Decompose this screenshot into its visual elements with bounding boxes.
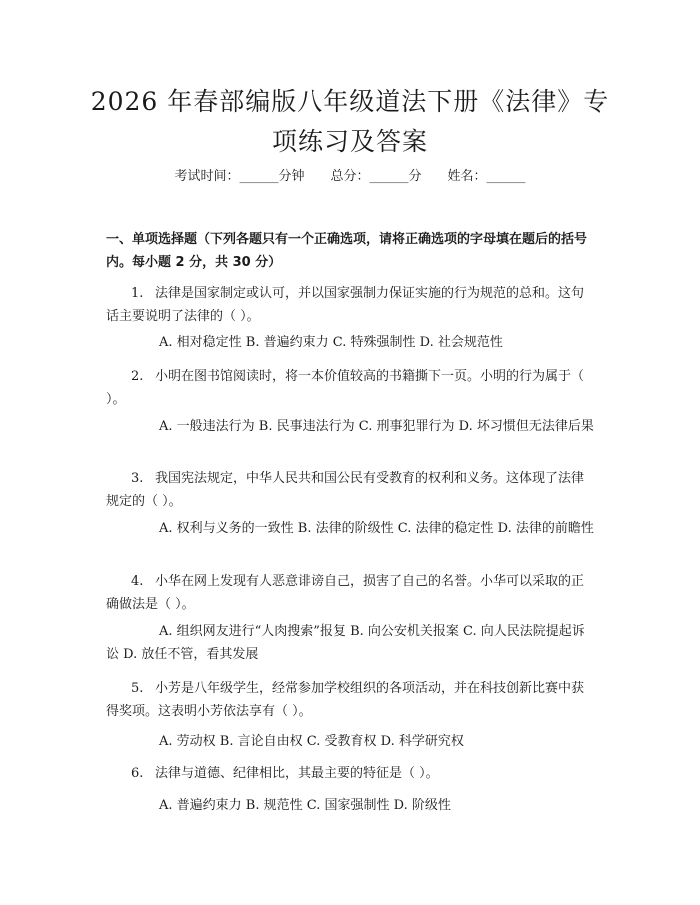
document-title: 2026 年春部编版八年级道法下册《法律》专项练习及答案 [90, 87, 610, 156]
question-number: 5. [131, 681, 144, 696]
question-2-options: A. 一般违法行为 B. 民事违法行为 C. 刑事犯罪行为 D. 坏习惯但无法律后果 [159, 419, 594, 434]
question-3-options: A. 权利与义务的一致性 B. 法律的阶级性 C. 法律的稳定性 D. 法律的前瞻性 [159, 521, 594, 536]
question-text: 法律与道德、纪律相比，其最主要的特征是（ ）。 [155, 766, 439, 781]
section-heading: 一、单项选择题（下列各题只有一个正确选项，请将正确选项的字母填在题后的括号内。每小题 2 分，共 30 分） [106, 232, 588, 270]
question-4-options: A. 组织网友进行“人肉搜索”报复 B. 向公安机关报案 C. 向人民法院提起诉讼 D. 放任不管，看其发展 [106, 624, 585, 662]
question-3 [106, 467, 594, 513]
question-number: 4. [131, 574, 144, 589]
question-6-options: A. 普遍约束力 B. 规范性 C. 国家强制性 D. 阶级性 [159, 798, 451, 813]
question-number: 1. [131, 286, 144, 301]
question-2 [106, 365, 594, 411]
question-number: 2. [131, 369, 144, 384]
question-1-options: A. 相对稳定性 B. 普遍约束力 C. 特殊强制性 D. 社会规范性 [159, 335, 503, 350]
exam-time-label: 考试时间：______分钟 [174, 169, 305, 184]
question-5 [106, 677, 594, 723]
question-5-options: A. 劳动权 B. 言论自由权 C. 受教育权 D. 科学研究权 [159, 734, 464, 749]
question-text: 小明在图书馆阅读时，将一本价值较高的书籍撕下一页。小明的行为属于（ ）。 [106, 369, 585, 407]
question-number: 3. [131, 471, 144, 486]
question-text: 小华在网上发现有人恶意诽谤自己，损害了自己的名誉。小华可以采取的正确做法是（ ）。 [106, 574, 585, 612]
question-number: 6. [131, 766, 144, 781]
student-name-label: 姓名：______ [447, 169, 526, 184]
question-4 [106, 570, 594, 616]
question-text: 小芳是八年级学生，经常参加学校组织的各项活动，并在科技创新比赛中获得奖项。这表明小芳依法享有（ ）。 [106, 681, 585, 719]
question-1 [106, 282, 594, 328]
exam-meta [0, 167, 700, 187]
question-6 [106, 762, 594, 785]
question-text: 我国宪法规定，中华人民共和国公民有受教育的权利和义务。这体现了法律规定的（ ）。 [106, 471, 585, 509]
question-text: 法律是国家制定或认可，并以国家强制力保证实施的行为规范的总和。这句话主要说明了法律的（ ）。 [106, 286, 585, 324]
total-score-label: 总分：______分 [330, 169, 422, 184]
